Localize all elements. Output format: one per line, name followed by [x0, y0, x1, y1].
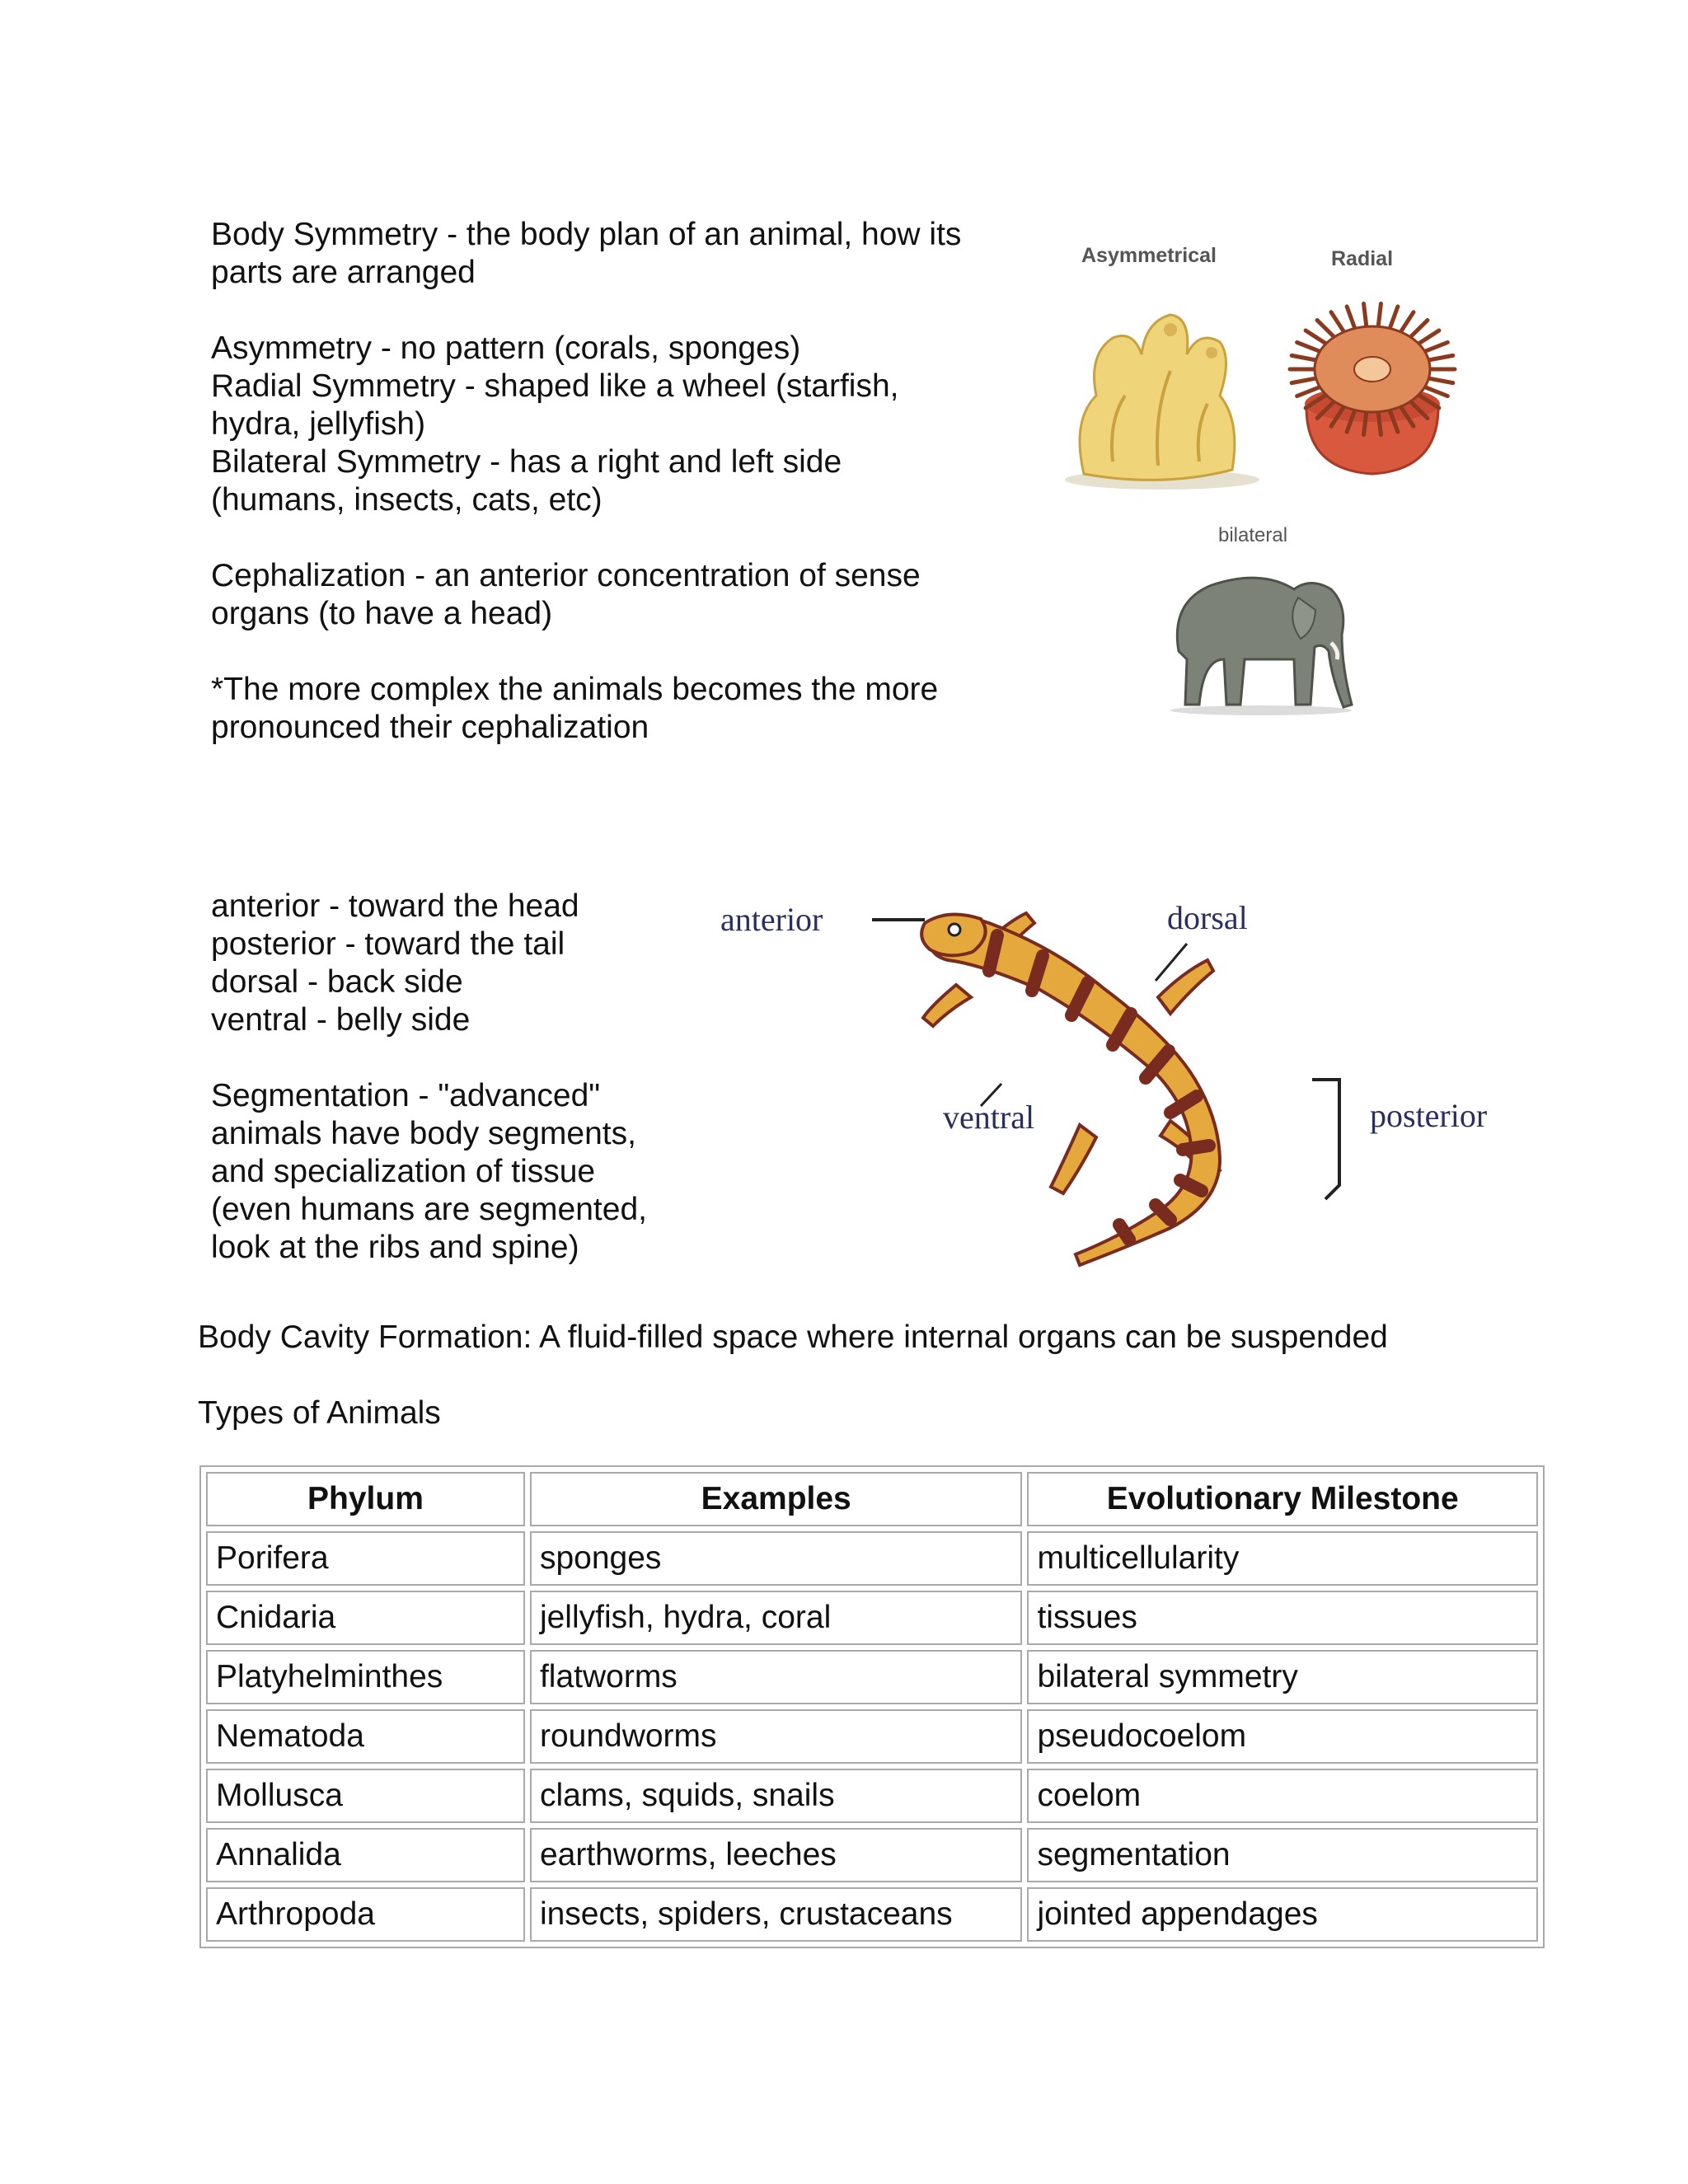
phylum-cell: Annalida — [206, 1828, 525, 1882]
table-row — [206, 1531, 1538, 1586]
ventral-label: ventral — [943, 1099, 1035, 1136]
dorsal-label: dorsal — [1167, 899, 1248, 936]
milestone-cell: multicellularity — [1027, 1531, 1538, 1586]
symmetry-figure — [1047, 231, 1492, 725]
direction-terms: anterior - toward the head posterior - toward the tail dorsal - back side ventral - belly side — [211, 888, 579, 1038]
milestone-cell: pseudocoelom — [1027, 1709, 1538, 1764]
milestone-cell: jointed appendages — [1027, 1887, 1538, 1942]
sea-anemone-illustration — [1273, 288, 1471, 486]
table-row — [206, 1828, 1538, 1882]
directions-text — [211, 888, 706, 1267]
phylum-cell: Arthropoda — [206, 1887, 525, 1942]
symmetry-types: Asymmetry - no pattern (corals, sponges) Radial Symmetry - shaped like a wheel (starfish, hydra, jellyfish) Bilateral Symmetry - has a right and left side (humans, insects, cats, etc) — [211, 330, 899, 518]
table-title: Types of Animals — [198, 1395, 441, 1431]
milestone-cell: tissues — [1027, 1591, 1538, 1645]
table-row — [206, 1769, 1538, 1823]
anterior-label: anterior — [720, 901, 823, 938]
header-milestone: Evolutionary Milestone — [1027, 1472, 1538, 1526]
phyla-table — [199, 1465, 1545, 1948]
symmetry-definition: Body Symmetry - the body plan of an animal, how its parts are arranged — [211, 217, 962, 290]
examples-cell: earthworms, leeches — [530, 1828, 1022, 1882]
bilateral-label: bilateral — [1218, 524, 1288, 546]
asymmetrical-label: Asymmetrical — [1081, 244, 1217, 267]
sponge-illustration — [1055, 297, 1269, 494]
posterior-label: posterior — [1370, 1097, 1488, 1134]
lizard-figure — [709, 874, 1533, 1286]
table-row — [206, 1591, 1538, 1645]
cephalization-definition: Cephalization - an anterior concentration of sense organs (to have a head) — [211, 558, 921, 631]
examples-cell: roundworms — [530, 1709, 1022, 1764]
examples-cell: insects, spiders, crustaceans — [530, 1887, 1022, 1942]
examples-cell: clams, squids, snails — [530, 1769, 1022, 1823]
table-header-row — [206, 1472, 1538, 1526]
examples-cell: sponges — [530, 1531, 1022, 1586]
examples-cell: jellyfish, hydra, coral — [530, 1591, 1022, 1645]
phylum-cell: Nematoda — [206, 1709, 525, 1764]
milestone-cell: segmentation — [1027, 1828, 1538, 1882]
radial-label: Radial — [1331, 247, 1394, 270]
cephalization-note: *The more complex the animals becomes the more pronounced their cephalization — [211, 672, 939, 745]
header-examples: Examples — [530, 1472, 1022, 1526]
table-row — [206, 1887, 1538, 1942]
body-cavity-text: Body Cavity Formation: A fluid-filled space where internal organs can be suspended — [198, 1319, 1388, 1355]
milestone-cell: coelom — [1027, 1769, 1538, 1823]
phylum-cell: Platyhelminthes — [206, 1650, 525, 1704]
phylum-cell: Cnidaria — [206, 1591, 525, 1645]
examples-cell: flatworms — [530, 1650, 1022, 1704]
header-phylum: Phylum — [206, 1472, 525, 1526]
segmentation-definition: Segmentation - "advanced" animals have body segments, and specialization of tissue (even humans are segmented, look at the ribs and spine) — [211, 1078, 647, 1265]
table-row — [206, 1709, 1538, 1764]
lizard-illustration — [709, 874, 1533, 1286]
phylum-cell: Mollusca — [206, 1769, 525, 1823]
elephant-illustration — [1154, 552, 1368, 717]
phylum-cell: Porifera — [206, 1531, 525, 1586]
table-row — [206, 1650, 1538, 1704]
milestone-cell: bilateral symmetry — [1027, 1650, 1538, 1704]
symmetry-text — [211, 216, 1002, 747]
